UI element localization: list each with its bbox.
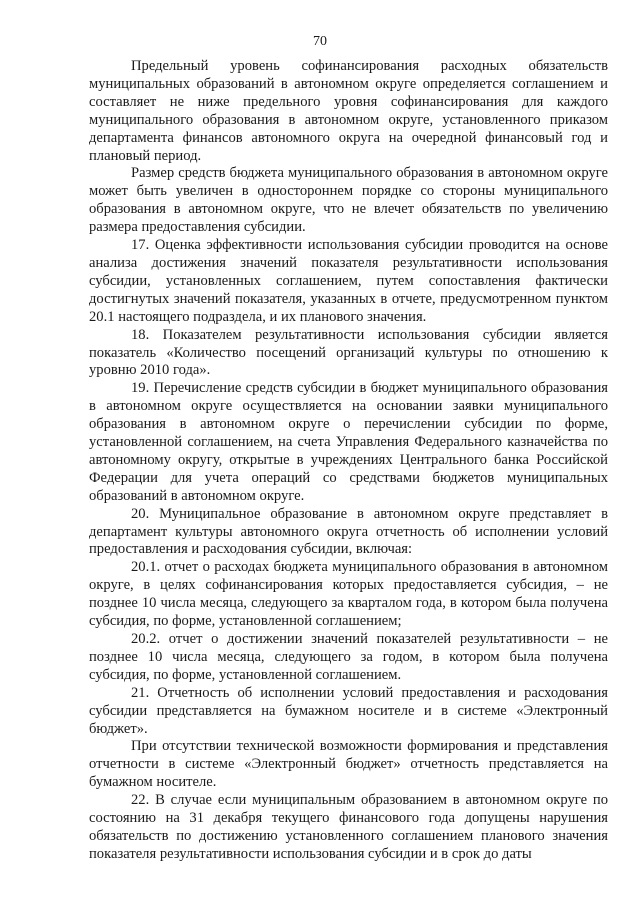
paragraph-budget-increase: Размер средств бюджета муниципального образования в автономном округе может быть увеличен в одностороннем порядке со стороны муниципального образования в автономном округе, что не влечет обязательств по увеличению размера предоставления субсидии. — [89, 165, 608, 236]
paragraph-17-effectiveness: 17. Оценка эффективности использования субсидии проводится на основе анализа достижения значений показателя результативности использования субсидии, установленных соглашением, путем сопоставления фактически достигнутых значений показателя, указанных в отчете, предусмотренном пунктом 20.1 настоящего подраздела, и их планового значения. — [89, 237, 608, 325]
paragraph-18-indicator: 18. Показателем результативности использования субсидии является показатель «Количество посещений организаций культуры по отношению к уровню 2010 года». — [89, 326, 608, 379]
page-number: 70 — [313, 34, 327, 49]
paragraph-20-reporting: 20. Муниципальное образование в автономном округе представляет в департамент культуры автономного округа отчетность об исполнении условий предоставления и расходования субсидии, включая: — [89, 505, 608, 558]
paragraph-cofinancing-level: Предельный уровень софинансирования расходных обязательств муниципальных образований в автономном округе определяется соглашением и составляет не ниже предельного уровня софинансирования для каждого муниципального образования в автономном округе, установленного приказом департамента финансов автономного округа на очередной финансовый год и плановый период. — [89, 58, 608, 164]
paragraph-22-violations: 22. В случае если муниципальным образованием в автономном округе по состоянию на 31 декабря текущего финансового года допущены нарушения обязательств по достижению установленного соглашением планового значения показателя результативности использования субсидии и в срок до даты — [89, 792, 608, 862]
paragraph-21-submission: 21. Отчетность об исполнении условий предоставления и расходования субсидии представляется на бумажном носителе и в системе «Электронный бюджет». — [89, 684, 608, 737]
paragraph-paper-submission: При отсутствии технической возможности формирования и представления отчетности в системе «Электронный бюджет» отчетность представляется на бумажном носителе. — [89, 738, 608, 791]
paragraph-20-2-indicator-report: 20.2. отчет о достижении значений показателей результативности – не позднее 10 числа месяца, следующего за годом, в котором была получена субсидия, по форме, установленной соглашением. — [89, 631, 608, 683]
paragraph-19-transfer: 19. Перечисление средств субсидии в бюджет муниципального образования в автономном округе осуществляется на основании заявки муниципального образования в автономном округе о перечислении субсидии по форме, установленной соглашением, на счета Управления Федерального казначейства по автономному округу, открытые в учреждениях Центрального банка Российской Федерации для учета операций со средствами бюджетов муниципальных образований в автономном округе. — [89, 380, 608, 504]
paragraph-20-1-expense-report: 20.1. отчет о расходах бюджета муниципального образования в автономном округе, в целях софинансирования которых предоставляется субсидия, – не позднее 10 числа месяца, следующего за кварталом года, в котором была получена субсидия, по форме, установленной соглашением; — [89, 559, 608, 630]
document-body — [89, 58, 608, 864]
